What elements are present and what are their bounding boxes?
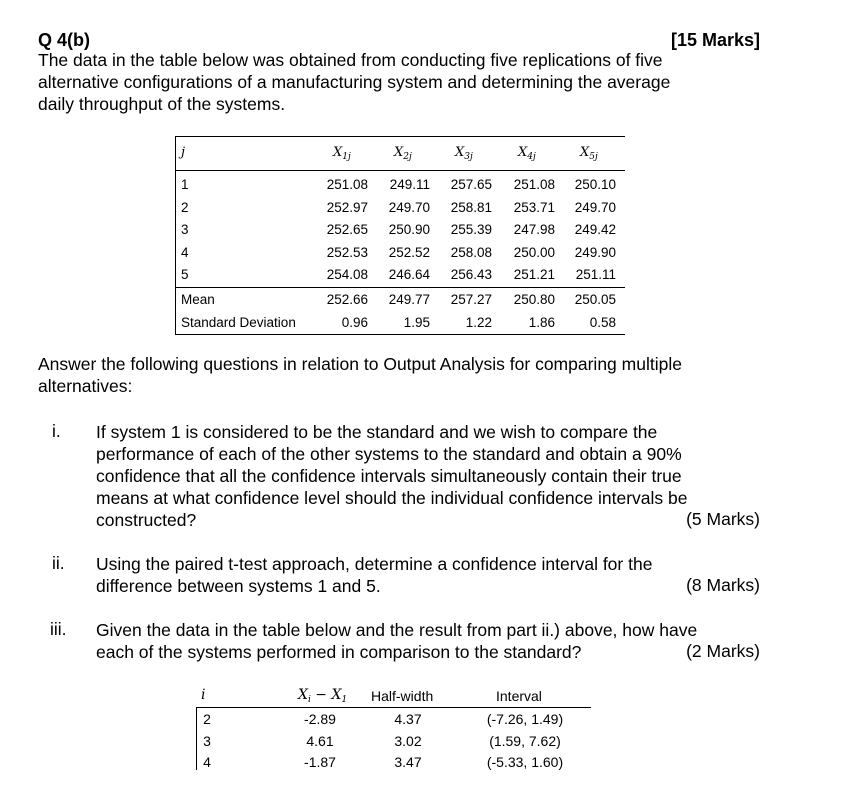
col-header-x4: $X_{4j}$ [518,145,536,162]
table2-cell-diff: -1.87 [304,754,336,770]
table-cell: 1.95 [403,315,430,330]
table2-cell-hw: 4.37 [394,711,422,727]
table-cell: 257.65 [450,177,492,192]
question-iii-number: iii. [50,619,67,639]
table2-cell-i: 4 [203,754,211,770]
table-cell: 257.27 [450,292,492,307]
table2-cell-i: 3 [203,733,211,749]
table-cell: 0.96 [341,315,368,330]
table-cell: 249.42 [574,222,616,237]
table-cell: 252.66 [326,292,368,307]
question-iii-marks: (2 Marks) [686,641,760,661]
row-label: Mean [181,292,215,307]
table-cell: 255.39 [450,222,492,237]
table-cell: 1.22 [465,315,492,330]
question-ii-number: ii. [52,553,65,573]
instructions-paragraph [38,353,760,397]
table-cell: 250.10 [574,177,616,192]
table-bottom-rule [175,334,625,335]
table2-cell-diff: -2.89 [304,711,336,727]
question-line: difference between systems 1 and 5. [96,576,381,596]
question-number: Q 4(b) [38,30,90,50]
col-header-x2: $X_{2j}$ [394,145,412,162]
table2-cell-interval: (-5.33, 1.60) [486,754,564,770]
question-i-number: i. [52,421,61,441]
question-line: means at what confidence level should the individual confidence intervals be [96,488,688,508]
table-cell: 0.58 [589,315,616,330]
table-cell: 249.90 [574,245,616,260]
table-cell: 258.08 [450,245,492,260]
question-line: If system 1 is considered to be the standard and we wish to compare the [96,422,658,442]
table-cell: 251.11 [575,267,616,282]
intro-line: daily throughput of the systems. [38,94,286,114]
question-line: confidence that all the confidence intervals simultaneously contain their true [96,466,682,486]
row-label: Standard Deviation [181,315,296,330]
table-cell: 252.65 [326,222,368,237]
table-cell: 1.86 [528,315,555,330]
question-line: performance of each of the other systems to the standard and obtain a 90% [96,444,682,464]
table-cell: 249.70 [574,200,616,215]
table-cell: 251.08 [513,177,555,192]
question-iii-text [96,619,760,663]
table-header-rule [175,170,625,171]
table-cell: 250.80 [513,292,555,307]
table-top-rule [175,136,625,137]
intro-paragraph [38,49,760,115]
table-cell: 249.11 [389,177,430,192]
table-cell: 256.43 [450,267,492,282]
table2-cell-interval: (-7.26, 1.49) [486,711,564,727]
table-cell: 246.64 [388,267,430,282]
table-cell: 254.08 [326,267,368,282]
row-header-j: j [181,145,186,160]
col-header-interval: Interval [496,688,542,704]
table-cell: 250.90 [388,222,430,237]
instructions-line: Answer the following questions in relation to Output Analysis for comparing multiple [38,354,682,374]
row-label: 1 [181,177,189,192]
table-cell: 252.52 [388,245,430,260]
col-header-half-width: Half-width [371,688,434,704]
table-cell: 249.70 [388,200,430,215]
table2-header-rule [196,707,591,708]
row-label: 4 [181,245,189,260]
intro-line: The data in the table below was obtained from conducting five replications of five [38,50,663,70]
question-marks: [15 Marks] [670,30,760,50]
table-cell: 253.71 [513,200,555,215]
row-label: 2 [181,200,189,215]
table-left-border [175,136,176,334]
col-header-diff: $X_i - X_1$ [298,687,348,705]
question-ii-text [96,553,760,597]
col-header-i: i [201,687,206,703]
table-cell: 252.97 [326,200,368,215]
table2-cell-interval: (1.59, 7.62) [489,733,561,749]
table-cell: 249.77 [388,292,430,307]
col-header-x5: $X_{5j}$ [580,145,598,162]
row-label: 3 [181,222,189,237]
intro-line: alternative configurations of a manufacturing system and determining the average [38,72,671,92]
table-cell: 251.21 [513,267,555,282]
table-cell: 251.08 [326,177,368,192]
table2-cell-i: 2 [203,711,211,727]
table-cell: 258.81 [450,200,492,215]
table-cell: 247.98 [513,222,555,237]
question-line: each of the systems performed in comparison to the standard? [96,642,582,662]
question-line: Given the data in the table below and the result from part ii.) above, how have [96,620,698,640]
question-line: Using the paired t-test approach, determine a confidence interval for the [96,554,653,574]
table-cell: 250.05 [574,292,616,307]
question-ii-marks: (8 Marks) [686,575,760,595]
table-cell: 252.53 [326,245,368,260]
table-summary-rule [175,287,625,288]
table2-cell-diff: 4.61 [306,733,334,749]
col-header-x3: $X_{3j}$ [455,145,473,162]
question-i-marks: (5 Marks) [686,509,760,529]
col-header-x1: $X_{1j}$ [333,145,351,162]
instructions-line: alternatives: [38,376,133,396]
table2-cell-hw: 3.02 [394,733,422,749]
table-cell: 250.00 [513,245,555,260]
question-i-text [96,421,760,531]
question-line: constructed? [96,510,197,530]
table2-cell-hw: 3.47 [394,754,422,770]
row-label: 5 [181,267,189,282]
